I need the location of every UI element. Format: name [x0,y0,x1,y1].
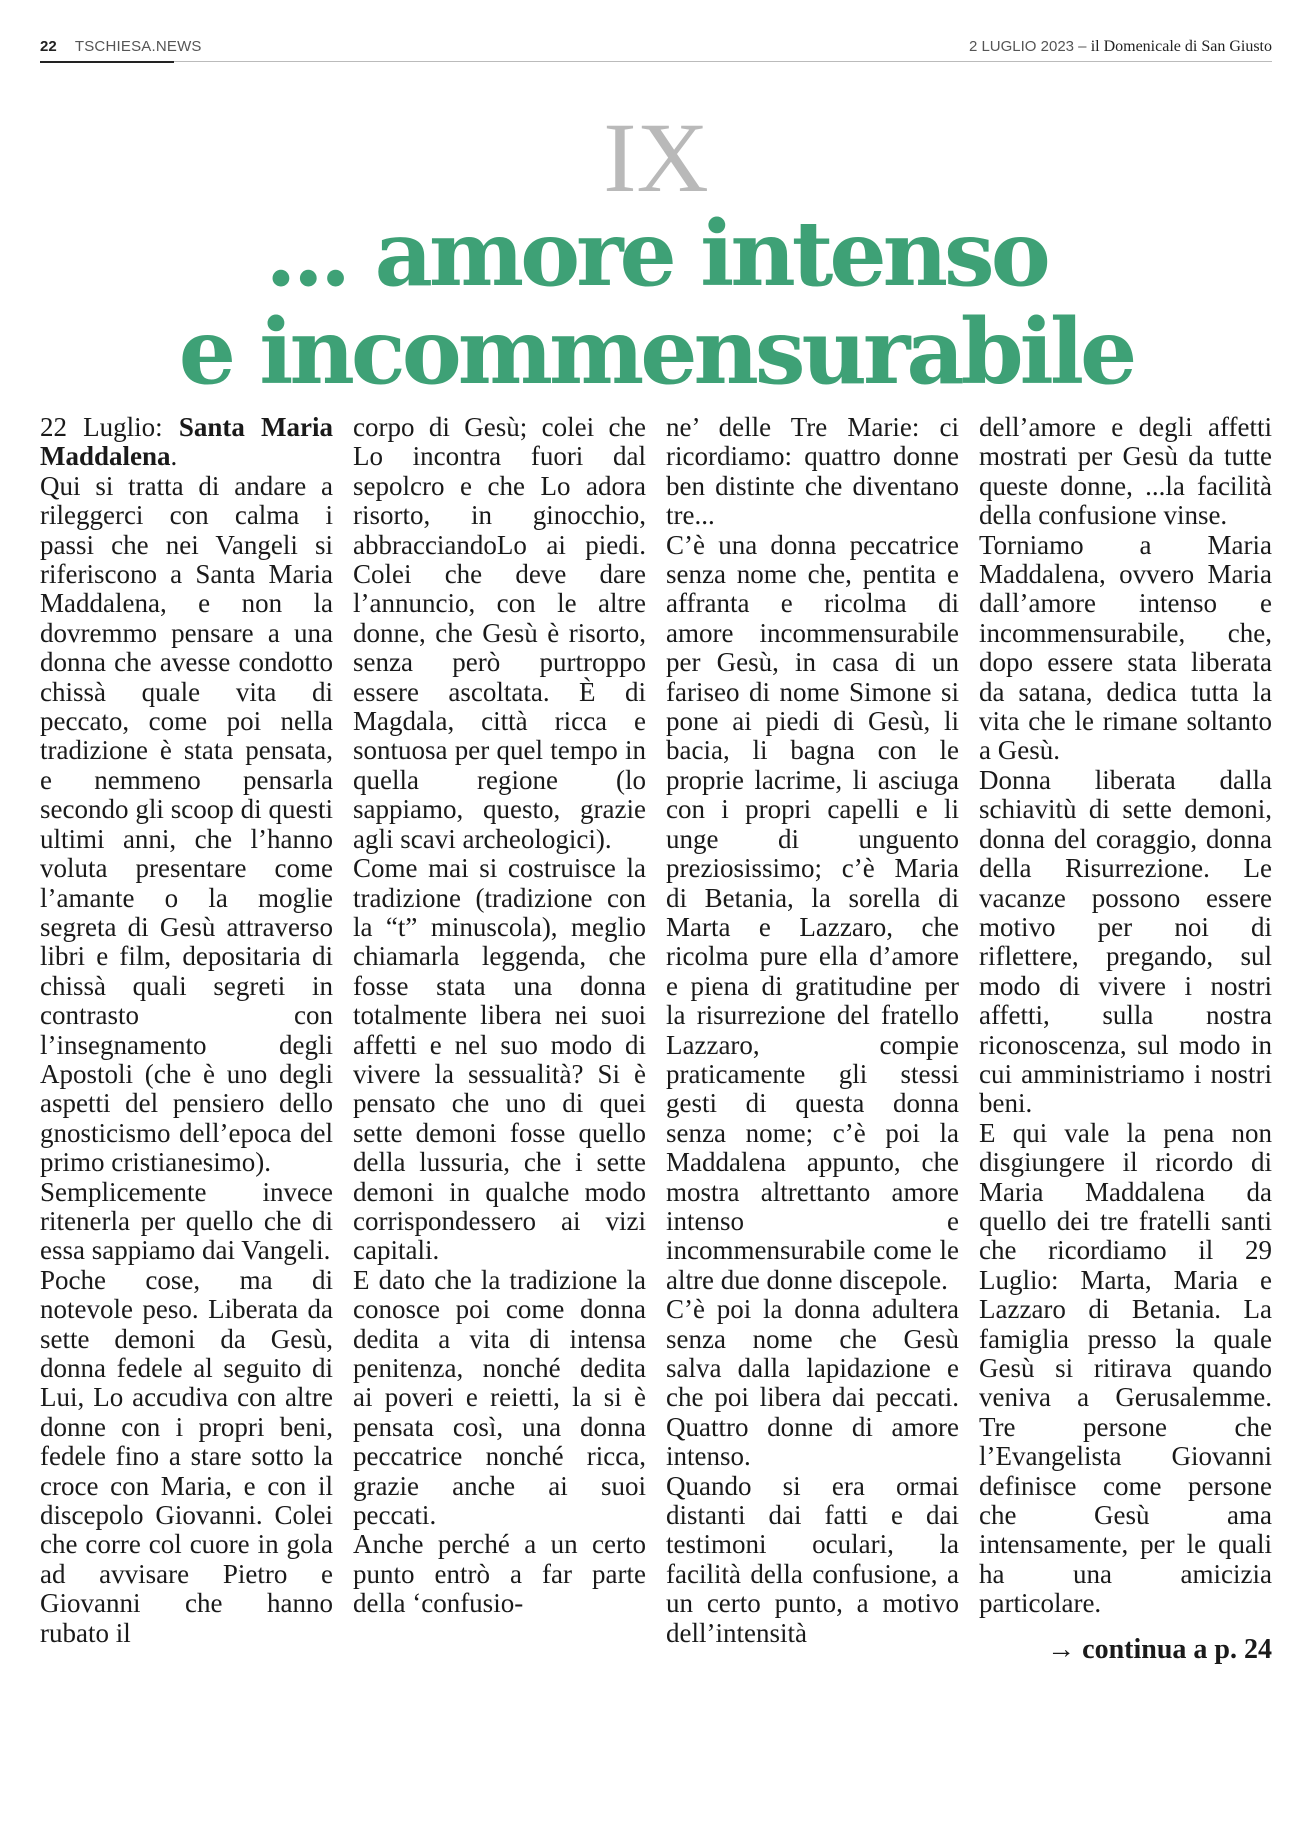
chapter-numeral: IX [603,102,709,213]
header-divider [40,61,1272,62]
page-header [40,34,1272,62]
paragraph: C’è una donna peccatrice senza nome che, pentita e affranta e ricolma di amore incommensurabile per Gesù, in casa di un fariseo di nome Simone si pone ai piedi di Gesù, li bacia, li bagna con le proprie lacrime, li asciuga con i propri capelli e li unge di unguento preziosissimo; c’è Maria di Betania, la sorella di Marta e Lazzaro, che ricolma pure ella d’amore e piena di gratitudine per la risurrezione del fratello Lazzaro, compie praticamente gli stessi gesti di questa donna senza nome; c’è poi la Maddalena appunto, che mostra altrettanto amore intenso e incommensurabile come le altre due donne discepole. [666,529,959,1295]
text-column-4 [979,413,1272,1803]
paragraph: Qui si tratta di andare a rileggerci con calma i passi che nei Vangeli si riferiscono a Santa Maria Maddalena, e non la dovremmo pensare a una donna che avesse condotto chissà quale vita di peccato, come poi nella tradizione è stata pensata, e nemmeno pensarla secondo gli scoop di questi ultimi anni, che l’hanno voluta presentare come l’amante o la moglie segreta di Gesù attraverso libri e film, depositaria di chissà quali segreti in contrasto con l’insegnamento degli Apostoli (che è uno degli aspetti del pensiero dello gnosticismo dell’epoca del primo cristianesimo). [40,470,333,1178]
header-right [969,38,1272,56]
text-column-1 [40,413,333,1803]
paragraph: Come mai si costruisce la tradizione (tradizione con la “t” minuscola), meglio chiamarla leggenda, che fosse stata una donna totalmente libera nei suoi affetti e nel suo modo di vivere la sessualità? Si è pensato che uno di quei sette demoni fosse quello della lussuria, che i sette demoni in qualche modo corrispondessero ai vizi capitali. [353,853,646,1266]
feast-date: 22 Luglio: [40,412,179,442]
article-title [0,201,1312,405]
site-name: TSCHIESA.NEWS [74,38,202,55]
header-left [40,38,202,55]
paragraph: Torniamo a Maria Maddalena, ovvero Maria dall’amore intenso e incommensurabile, che, dopo essere stata liberata da satana, dedica tutta la vita che le rimane soltanto a Gesù. [979,529,1272,766]
article-body [40,413,1272,1803]
publication-name: il Domenicale di San Giusto [1090,38,1272,55]
paragraph: Anche perché a un certo punto entrò a far parte della ‘confusio- [353,1529,646,1619]
saint-name: Santa Maria Maddalena [40,412,334,472]
text-column-2 [353,413,646,1803]
title-line-2: e incommensurabile [178,299,1134,405]
paragraph: dell’amore e degli affetti mostrati per Gesù da tutte queste donne, ...la facilità della confusione vinse. [979,412,1272,531]
header-divider-accent [40,61,174,63]
paragraph: corpo di Gesù; colei che Lo incontra fuori dal sepolcro e che Lo adora risorto, in ginocchio, abbracciandoLo ai piedi. Colei che deve dare l’annuncio, con le altre donne, che Gesù è risorto, senza però purtroppo essere ascoltata. È di Magdala, città ricca e sontuosa per quel tempo in quella regione (lo sappiamo, questo, grazie agli scavi archeologici). [353,412,646,854]
paragraph: E dato che la tradizione la conosce poi come donna dedita a vita di intensa penitenza, nonché dedita ai poveri e reietti, la si è pensata così, una donna peccatrice nonché ricca, grazie anche ai suoi peccati. [353,1264,646,1531]
page-number: 22 [40,38,57,55]
paragraph: Poche cose, ma di notevole peso. Liberata da sette demoni da Gesù, donna fedele al seguito di Lui, Lo accudiva con altre donne con i propri beni, fedele fino a stare sotto la croce con Maria, e con il discepolo Giovanni. Colei che corre col cuore in gola ad avvisare Pietro e Giovanni che hanno rubato il [40,1264,333,1648]
issue-date: 2 LUGLIO 2023 – [968,38,1087,55]
paragraph: C’è poi la donna adultera senza nome che Gesù salva dalla lapidazione e che poi libera dai peccati. Quattro donne di amore intenso. [666,1294,959,1472]
paragraph: Donna liberata dalla schiavitù di sette demoni, donna del coraggio, donna della Risurrezione. Le vacanze possono essere motivo per noi di riflettere, pregando, sul modo di vivere i nostri affetti, sulla nostra riconoscenza, sul modo in cui amministriamo i nostri beni. [979,764,1272,1119]
title-line-1: ... amore intenso [265,201,1047,307]
continued-on-page-link[interactable]: → continua a p. 24 [1047,1633,1272,1665]
text-column-3 [666,413,959,1803]
paragraph: ne’ delle Tre Marie: ci ricordiamo: quattro donne ben distinte che diventano tre... [666,412,959,531]
paragraph: Quando si era ormai distanti dai fatti e dai testimoni oculari, la facilità della confusione, a un certo punto, a motivo dell’intensità [666,1470,959,1648]
paragraph: 22 Luglio: Santa Maria Maddalena. [40,412,334,472]
paragraph: E qui vale la pena non disgiungere il ricordo di Maria Maddalena da quello dei tre fratelli santi che ricordiamo il 29 Luglio: Marta, Maria e Lazzaro di Betania. La famiglia presso la quale Gesù si ritirava quando veniva a Gerusalemme. Tre persone che l’Evangelista Giovanni definisce come persone che Gesù ama intensamente, per le quali ha una amicizia particolare. [979,1117,1272,1619]
paragraph: Semplicemente invece ritenerla per quello che di essa sappiamo dai Vangeli. [40,1176,333,1266]
